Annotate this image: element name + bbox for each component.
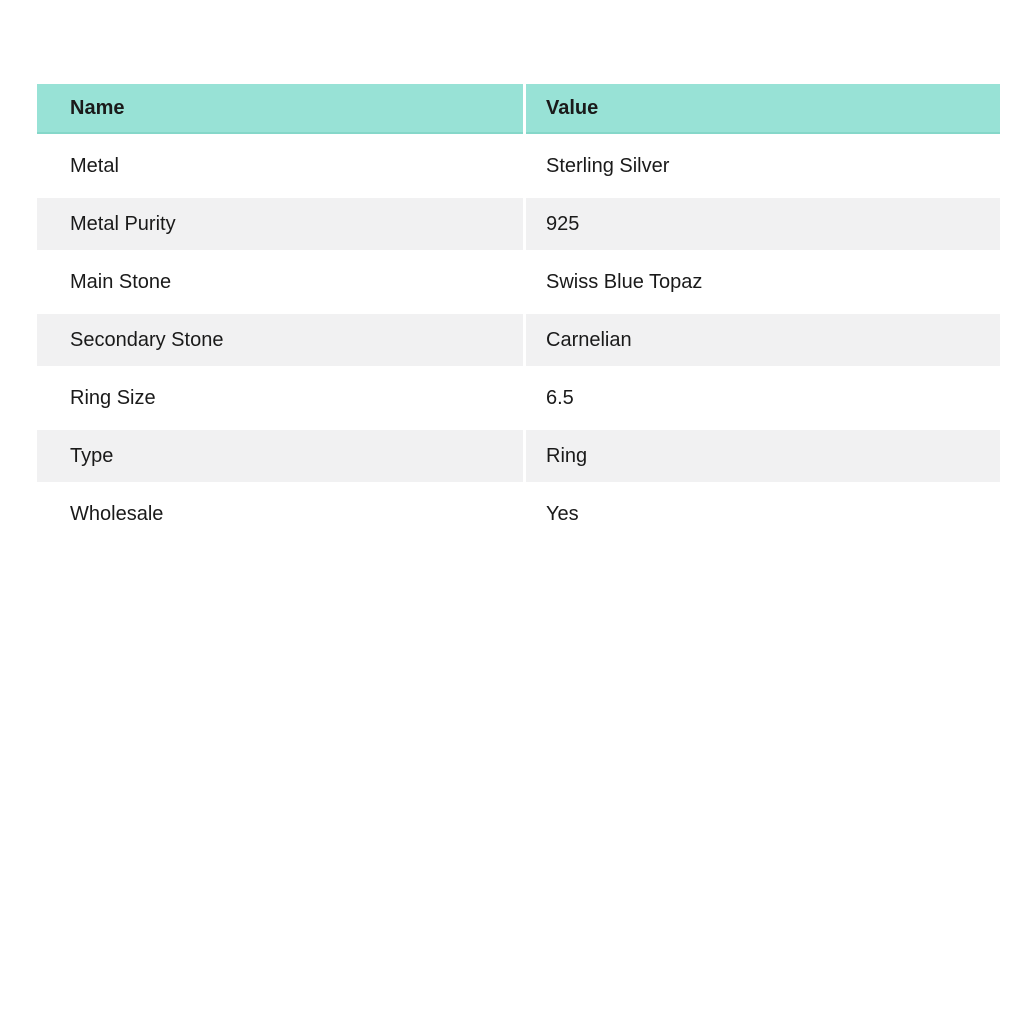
table-row bbox=[37, 488, 1000, 540]
column-header-name: Name bbox=[37, 84, 523, 134]
row-name-cell: Main Stone bbox=[70, 271, 172, 293]
row-name-cell: Secondary Stone bbox=[37, 314, 523, 366]
row-value-cell: Sterling Silver bbox=[546, 155, 670, 177]
row-value-cell: Ring bbox=[526, 430, 1000, 482]
table-row bbox=[37, 314, 1000, 366]
table-row bbox=[37, 430, 1000, 482]
row-value-cell: Swiss Blue Topaz bbox=[546, 271, 703, 293]
row-name-cell: Metal bbox=[70, 155, 119, 177]
product-attributes-table bbox=[37, 84, 1000, 546]
table-row bbox=[37, 140, 1000, 192]
table-body bbox=[37, 140, 1000, 540]
row-name-cell: Wholesale bbox=[70, 503, 164, 525]
row-value-cell: Yes bbox=[546, 503, 579, 525]
row-value-cell: 6.5 bbox=[546, 387, 574, 409]
table-row bbox=[37, 198, 1000, 250]
row-value-cell: Carnelian bbox=[526, 314, 1000, 366]
row-name-cell: Ring Size bbox=[70, 387, 156, 409]
table-header-row bbox=[37, 84, 1000, 134]
row-value-cell: 925 bbox=[526, 198, 1000, 250]
column-header-value: Value bbox=[526, 84, 1000, 134]
table-row bbox=[37, 256, 1000, 308]
row-name-cell: Metal Purity bbox=[37, 198, 523, 250]
row-name-cell: Type bbox=[37, 430, 523, 482]
table-row bbox=[37, 372, 1000, 424]
